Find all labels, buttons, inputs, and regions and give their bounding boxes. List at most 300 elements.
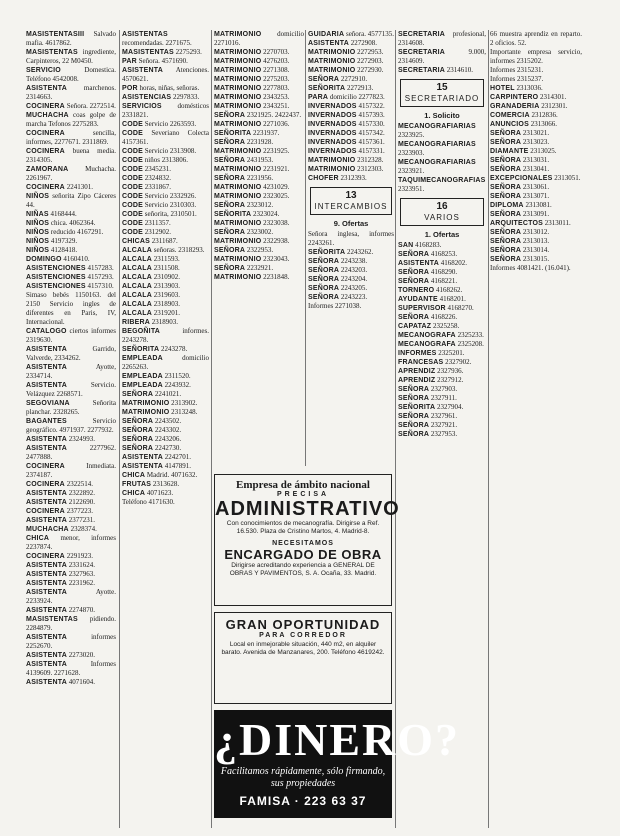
entry-keyword: POR — [122, 85, 138, 92]
entry-keyword: NIÑOS — [26, 220, 50, 227]
classified-entry — [398, 295, 486, 304]
entry-text: 2272913. — [347, 84, 374, 92]
entry-keyword: CAPATAZ — [398, 323, 432, 330]
entry-text: 2243205. — [340, 284, 368, 292]
classified-entry — [26, 84, 116, 102]
classified-entry — [122, 462, 209, 471]
classified-entry — [308, 57, 394, 66]
entry-text: 2313041. — [522, 165, 550, 173]
classified-entry — [26, 210, 116, 219]
classified-entry — [26, 588, 116, 606]
classified-entry — [26, 246, 116, 255]
classified-entry — [214, 120, 304, 129]
ad1-details: Con conocimientos de mecanografía. Dirigirse a Ref. 16.530. Plaza de Cristino Martos, 4. Madrid-8. — [226, 520, 380, 535]
entry-text: 2231925. — [263, 147, 290, 155]
entry-text: 4168221. — [430, 277, 458, 285]
entry-keyword: ASISTENTA — [26, 580, 67, 587]
classified-entry — [308, 165, 394, 174]
entry-text: 2312902. — [144, 228, 172, 236]
entry-text: 2231956. — [246, 174, 274, 182]
classified-entry — [26, 480, 116, 489]
entry-keyword: MECANOGRAFIARIAS — [398, 141, 476, 148]
entry-keyword: SERVICIOS — [122, 103, 162, 110]
entry-text: 2312836. — [531, 111, 558, 119]
entry-text: 2318903. — [153, 300, 180, 308]
entry-keyword: CODE — [122, 148, 144, 155]
entry-text: Informes 2271038. — [308, 302, 362, 310]
entry-keyword: ALCALA — [122, 310, 152, 317]
entry-keyword: SEÑORA — [308, 76, 340, 83]
entry-text: 2312301. — [541, 102, 568, 110]
classified-entry — [122, 165, 209, 174]
classified-entry — [122, 48, 209, 57]
classified-entry — [308, 39, 394, 48]
classified-entry — [490, 111, 582, 120]
entry-keyword: DOMINGO — [26, 256, 62, 263]
classified-entry — [214, 201, 304, 210]
entry-keyword: CODE — [122, 193, 144, 200]
entry-keyword: CHICA — [26, 535, 50, 542]
entry-keyword: ASISTENTA — [26, 607, 67, 614]
entry-keyword: ASISTENTA — [308, 40, 349, 47]
entry-text: recomendadas. 2271675. — [122, 39, 192, 47]
entry-keyword: CHICAS — [122, 238, 151, 245]
entry-text: 2313066. — [530, 120, 557, 128]
entry-text: 2323012. — [246, 201, 274, 209]
entry-text: Servicio 2332926. — [144, 192, 197, 200]
entry-keyword: PAR — [122, 58, 137, 65]
classified-entry — [122, 192, 209, 201]
entry-keyword: CODE — [122, 202, 144, 209]
entry-text: 2322953. — [246, 246, 274, 254]
entry-text: 2270703. — [263, 48, 290, 56]
classified-entry — [26, 129, 116, 147]
classified-entry — [308, 302, 394, 311]
entry-text: 2277962. 2477888. — [26, 444, 116, 461]
entry-keyword: CODE — [122, 211, 144, 218]
entry-keyword: MATRIMONIO — [214, 76, 262, 83]
entry-keyword: SEÑORITA — [122, 346, 160, 353]
entry-text: 2310902. — [153, 273, 180, 281]
classified-entry — [490, 237, 582, 246]
entry-text: 2377231. — [68, 516, 95, 524]
ad1-necesitamos: NECESITAMOS — [272, 540, 334, 547]
entry-keyword: MATRIMONIO — [122, 400, 170, 407]
entry-keyword: APRENDIZ — [398, 377, 436, 384]
entry-text: 2313248. — [171, 408, 198, 416]
classified-entry — [308, 66, 394, 75]
entry-keyword: SUPERVISOR — [398, 305, 446, 312]
entry-keyword: NIÑOS — [26, 193, 50, 200]
classified-entry — [490, 201, 582, 210]
entry-text: señora. 4577135. — [345, 30, 394, 38]
section-name: INTERCAMBIOS — [314, 202, 388, 211]
entry-keyword: ASISTENTA — [398, 260, 439, 267]
classified-entry — [214, 147, 304, 156]
entry-keyword: HOTEL — [490, 85, 515, 92]
entry-text: 2273020. — [68, 651, 95, 659]
entry-text: 2313031. — [522, 156, 550, 164]
classified-entry — [490, 174, 582, 183]
entry-keyword: ALCALA — [122, 247, 152, 254]
entry-text: 2328374. — [70, 525, 97, 533]
classified-entry — [308, 266, 394, 275]
entry-text: Señora. 4571690. — [138, 57, 188, 65]
entry-text: 2323024. — [253, 210, 280, 218]
classified-entry — [214, 66, 304, 75]
entry-text: Servicio 2313908. — [144, 147, 197, 155]
entry-keyword: SEÑORA — [490, 238, 522, 245]
entry-text: 2275203. — [263, 75, 290, 83]
classified-entry — [398, 286, 486, 295]
entry-keyword: INVERNADOS — [308, 121, 357, 128]
entry-keyword: MATRIMONIO — [214, 31, 262, 38]
entry-text: informes. 2243278. — [122, 327, 209, 344]
classified-entry — [398, 268, 486, 277]
classified-entry — [490, 129, 582, 138]
entry-keyword: SEÑORA — [490, 193, 522, 200]
classified-entry — [122, 291, 209, 300]
entry-text: 2313036. — [516, 84, 543, 92]
entry-keyword: ASISTENTA — [26, 346, 67, 353]
entry-keyword: SEÑORA — [398, 413, 430, 420]
entry-text: 2277803. — [263, 84, 290, 92]
classified-entry — [122, 408, 209, 417]
entry-text: 2312328. — [357, 156, 384, 164]
ad-gran-oportunidad — [214, 612, 392, 704]
classified-entry — [398, 122, 486, 140]
classified-entry — [214, 273, 304, 282]
entry-keyword: SEÑORA — [308, 258, 340, 265]
entry-text: 4168201. — [439, 295, 466, 303]
entry-keyword: SERVICIO — [26, 67, 61, 74]
classified-entry — [26, 291, 116, 327]
classified-entry — [214, 156, 304, 165]
classified-entry — [490, 210, 582, 219]
classified-entry — [26, 363, 116, 381]
entry-text: 2272910. — [340, 75, 368, 83]
entry-keyword: COCINERA — [26, 130, 65, 137]
entry-keyword: MECANOGRAFA — [398, 332, 456, 339]
entry-keyword: ASISTENTA — [26, 499, 67, 506]
classified-entry — [214, 246, 304, 255]
entry-keyword: SEÑORA — [398, 386, 430, 393]
entry-text: 2242701. — [164, 453, 191, 461]
classified-entry — [490, 66, 582, 75]
entry-keyword: INVERNADOS — [308, 103, 357, 110]
classified-entry — [26, 111, 116, 129]
column-rule — [488, 30, 489, 828]
entry-text: sencilla, informes, 2277671. 2311869. — [26, 129, 116, 146]
classified-entry — [214, 192, 304, 201]
entry-text: 2243302. — [154, 426, 182, 434]
entry-keyword: ALCALA — [122, 265, 152, 272]
entry-keyword: MUCHACHA — [26, 526, 69, 533]
entry-text: 4231029. — [263, 183, 290, 191]
entry-text: Informes 4139609. 2271628. — [26, 660, 116, 677]
entry-text: 4168290. — [430, 268, 458, 276]
entry-keyword: MATRIMONIO — [308, 166, 356, 173]
classified-entry — [122, 471, 209, 480]
entry-text: 4168444. — [50, 210, 77, 218]
entry-keyword: FRANCESAS — [398, 359, 444, 366]
entry-keyword: SECRETARIA — [398, 31, 445, 38]
entry-text: 2243502. — [154, 417, 182, 425]
entry-text: 2311357. — [144, 219, 171, 227]
column-rule — [305, 30, 306, 466]
classified-entry — [308, 284, 394, 293]
entry-keyword: RIBERA — [122, 319, 151, 326]
entry-keyword: MATRIMONIO — [214, 49, 262, 56]
entry-keyword: ASISTENTA — [26, 589, 67, 596]
entry-text: 4157393. — [358, 111, 385, 119]
entry-text: 2323951. — [398, 185, 425, 193]
entry-text: Servicio geográfico. 4971937. 2277932. — [26, 417, 116, 434]
entry-text: 2431953. — [246, 156, 274, 164]
classified-entry — [26, 678, 116, 687]
ad3-contact: FAMISA · 223 63 37 — [239, 794, 367, 808]
entry-text: 4157310. — [87, 282, 114, 290]
entry-text: 2272953. — [357, 48, 384, 56]
classified-entry — [26, 462, 116, 480]
classified-entry — [398, 331, 486, 340]
classified-entry — [398, 158, 486, 176]
entry-text: 2313903. — [153, 282, 180, 290]
entry-text: domicilio 2271016. — [214, 30, 304, 47]
classified-entry — [26, 561, 116, 570]
classified-entry — [122, 156, 209, 165]
entry-keyword: ASISTENTA — [26, 85, 67, 92]
entry-keyword: COCINERA — [26, 463, 65, 470]
entry-text: 4168262. — [436, 286, 463, 294]
column-rule — [119, 30, 120, 828]
entry-text: 4071604. — [68, 678, 95, 686]
entry-keyword: MECANOGRAFA — [398, 341, 456, 348]
entry-text: buena media. 2314305. — [26, 147, 116, 164]
entry-text: 2231928. — [246, 138, 274, 146]
classified-entry — [214, 174, 304, 183]
entry-text: 2319603. — [153, 291, 180, 299]
entry-keyword: ASISTENTA — [26, 490, 67, 497]
classified-entry — [122, 309, 209, 318]
entry-keyword: SEÑORA — [398, 431, 430, 438]
ad1-encargado: ENCARGADO DE OBRA — [224, 547, 382, 562]
entry-keyword: SEÑORA — [490, 229, 522, 236]
entry-keyword: MATRIMONIO — [308, 157, 356, 164]
entry-keyword: INVERNADOS — [308, 139, 357, 146]
section-subheader: 1. Solicito — [424, 111, 460, 120]
entry-text: ciertos informes 2319630. — [26, 327, 117, 344]
entry-keyword: ASISTENTA — [26, 634, 67, 641]
entry-text: 2313015. — [522, 255, 550, 263]
classified-entry — [214, 30, 304, 48]
entry-text: pidiendo. 2284879. — [26, 615, 116, 632]
classified-entry — [308, 293, 394, 302]
entry-text: chica. 4062364. — [50, 219, 96, 227]
entry-text: Servicio 2310303. — [144, 201, 197, 209]
classified-entry — [398, 277, 486, 286]
entry-text: ingrediente, Carpinteros, 22 M0450. — [26, 48, 116, 65]
entry-keyword: BAGANTES — [26, 418, 67, 425]
entry-keyword: ASISTENTA — [26, 517, 67, 524]
entry-text: 4157331. — [358, 147, 385, 155]
entry-keyword: CATALOGO — [26, 328, 67, 335]
ad1-precisa: PRECISA — [276, 491, 330, 498]
entry-keyword: SAN — [398, 242, 414, 249]
entry-text: 4147891. — [164, 462, 191, 470]
entry-keyword: MATRIMONIO — [214, 220, 262, 227]
section-number: 15 — [436, 82, 448, 93]
entry-text: 2122690. — [68, 498, 95, 506]
entry-keyword: CODE — [122, 157, 144, 164]
entry-keyword: SEÑORA — [122, 436, 154, 443]
entry-keyword: SEGOVIANA — [26, 400, 70, 407]
entry-keyword: EMPLEADA — [122, 373, 163, 380]
classified-entry — [122, 174, 209, 183]
entry-text: Señora. 2272514. — [66, 102, 116, 110]
ad2-details: Local en inmejorable situación, 440 m2, en alquiler barato. Avenida de Manzanares, 200. Teléfono 4619242. — [221, 641, 385, 656]
entry-keyword: SEÑORA — [122, 445, 154, 452]
entry-text: 2313014. — [522, 246, 550, 254]
entry-keyword: MATRIMONIO — [308, 58, 356, 65]
classified-entry — [122, 399, 209, 408]
classified-entry — [214, 138, 304, 147]
entry-keyword: NIÑOS — [26, 238, 50, 245]
entry-text: 2314610. — [446, 66, 473, 74]
entry-keyword: TORNERO — [398, 287, 435, 294]
entry-text: Simaso bebés 1150163. del 2150 Servicio ingles de diferentes en Paris, IV, Internacional. — [26, 291, 116, 326]
classified-entry — [122, 264, 209, 273]
classified-entry — [26, 444, 116, 462]
entry-text: 2343251. — [263, 102, 290, 110]
entry-text: 2324832. — [144, 174, 172, 182]
entry-text: Informes 4081421. (16.041). — [490, 264, 571, 272]
entry-text: 2322514. — [66, 480, 93, 488]
entry-keyword: SEÑORA — [398, 251, 430, 258]
classified-entry — [214, 255, 304, 264]
classified-entry — [490, 255, 582, 264]
entry-keyword: SEÑORA — [308, 294, 340, 301]
classified-entry — [26, 237, 116, 246]
entry-keyword: MUCHACHA — [26, 112, 69, 119]
ad2-title: GRAN OPORTUNIDAD — [225, 617, 381, 632]
classified-entry — [26, 66, 116, 84]
entry-text: 2271036. — [263, 120, 290, 128]
column-4 — [308, 30, 394, 466]
entry-text: 4157342. — [358, 129, 385, 137]
entry-keyword: SEÑORITA — [308, 85, 346, 92]
entry-keyword: BEGOÑITA — [122, 328, 161, 335]
entry-keyword: SEÑORA — [214, 229, 246, 236]
entry-text: 2313013. — [522, 237, 550, 245]
column-rule — [211, 30, 212, 828]
column-3 — [214, 30, 304, 466]
entry-text: profesional, 2314608. — [398, 30, 486, 47]
classified-entry — [398, 30, 486, 48]
entry-text: 2241021. — [154, 390, 182, 398]
entry-text: 2345231. — [144, 165, 172, 173]
classified-entry — [122, 273, 209, 282]
classified-entry — [26, 552, 116, 561]
classified-entry — [26, 102, 116, 111]
classified-entry — [398, 140, 486, 158]
entry-keyword: EMPLEADA — [122, 382, 163, 389]
entry-keyword: ASISTENTA — [26, 562, 67, 569]
entry-text: 2321925. 2422437. — [246, 111, 302, 119]
entry-keyword: SEÑORA — [398, 422, 430, 429]
classified-entry — [214, 75, 304, 84]
classified-entry — [122, 480, 209, 489]
classified-entry — [398, 358, 486, 367]
entry-keyword: COCINERA — [26, 553, 65, 560]
classified-entry — [308, 111, 394, 120]
entry-text: 4157361. — [358, 138, 385, 146]
entry-text: Garrido, Valverde, 2334262. — [26, 345, 116, 362]
entry-keyword: ASISTENTA — [26, 571, 67, 578]
classified-entry — [214, 264, 304, 273]
entry-text: 2275293. — [175, 48, 202, 56]
entry-keyword: SEÑORA — [214, 175, 246, 182]
classified-entry — [122, 489, 209, 498]
entry-text: 4157283. — [87, 264, 114, 272]
entry-keyword: ASISTENCIAS — [122, 94, 172, 101]
classified-entry — [26, 264, 116, 273]
entry-text: Informes 2315237. — [490, 75, 544, 83]
classified-entry — [490, 93, 582, 102]
entry-keyword: SEÑORITA — [398, 404, 436, 411]
entry-keyword: SEÑORA — [490, 256, 522, 263]
entry-text: 2271308. — [263, 66, 290, 74]
classified-entry — [26, 165, 116, 183]
entry-text: 2325258. — [433, 322, 460, 330]
entry-text: 2325233. — [457, 331, 484, 339]
classified-entry — [26, 525, 116, 534]
entry-keyword: ALCALA — [122, 292, 152, 299]
classified-entry — [490, 84, 582, 93]
entry-keyword: ALCALA — [122, 283, 152, 290]
entry-text: 2314301. — [540, 93, 567, 101]
classified-entry — [214, 57, 304, 66]
entry-keyword: TAQUIMECANOGRAFIAS — [398, 177, 486, 184]
entry-keyword: AYUDANTE — [398, 296, 438, 303]
classified-entry — [490, 147, 582, 156]
entry-keyword: SEÑORA — [214, 202, 246, 209]
entry-keyword: ANUNCIOS — [490, 121, 529, 128]
entry-keyword: SEÑORA — [398, 269, 430, 276]
classified-entry — [398, 394, 486, 403]
entry-keyword: EXCEPCIONALES — [490, 175, 553, 182]
entry-text: 2327912. — [437, 376, 464, 384]
classified-entry — [308, 93, 394, 102]
classified-entry — [308, 30, 394, 39]
entry-keyword: SEÑORA — [398, 314, 430, 321]
section-name: VARIOS — [424, 213, 460, 222]
entry-text: reducido 4167291. — [50, 228, 104, 236]
entry-keyword: MATRIMONIO — [214, 58, 262, 65]
entry-keyword: INVERNADOS — [308, 112, 357, 119]
entry-text: Inmediata. 2374187. — [26, 462, 116, 479]
ad1-title: ADMINISTRATIVO — [215, 498, 400, 520]
classified-entry — [122, 345, 209, 354]
entry-text: horas, niñas, señoras. — [139, 84, 200, 92]
entry-text: 2327936. — [437, 367, 464, 375]
entry-text: 2318903. — [151, 318, 179, 326]
entry-keyword: COCINERA — [26, 184, 65, 191]
entry-text: informes 2252670. — [26, 633, 116, 650]
entry-text: 2327921. — [430, 421, 458, 429]
ad2-subtitle: PARA CORREDOR — [259, 632, 347, 639]
entry-text: 2311520. — [164, 372, 191, 380]
